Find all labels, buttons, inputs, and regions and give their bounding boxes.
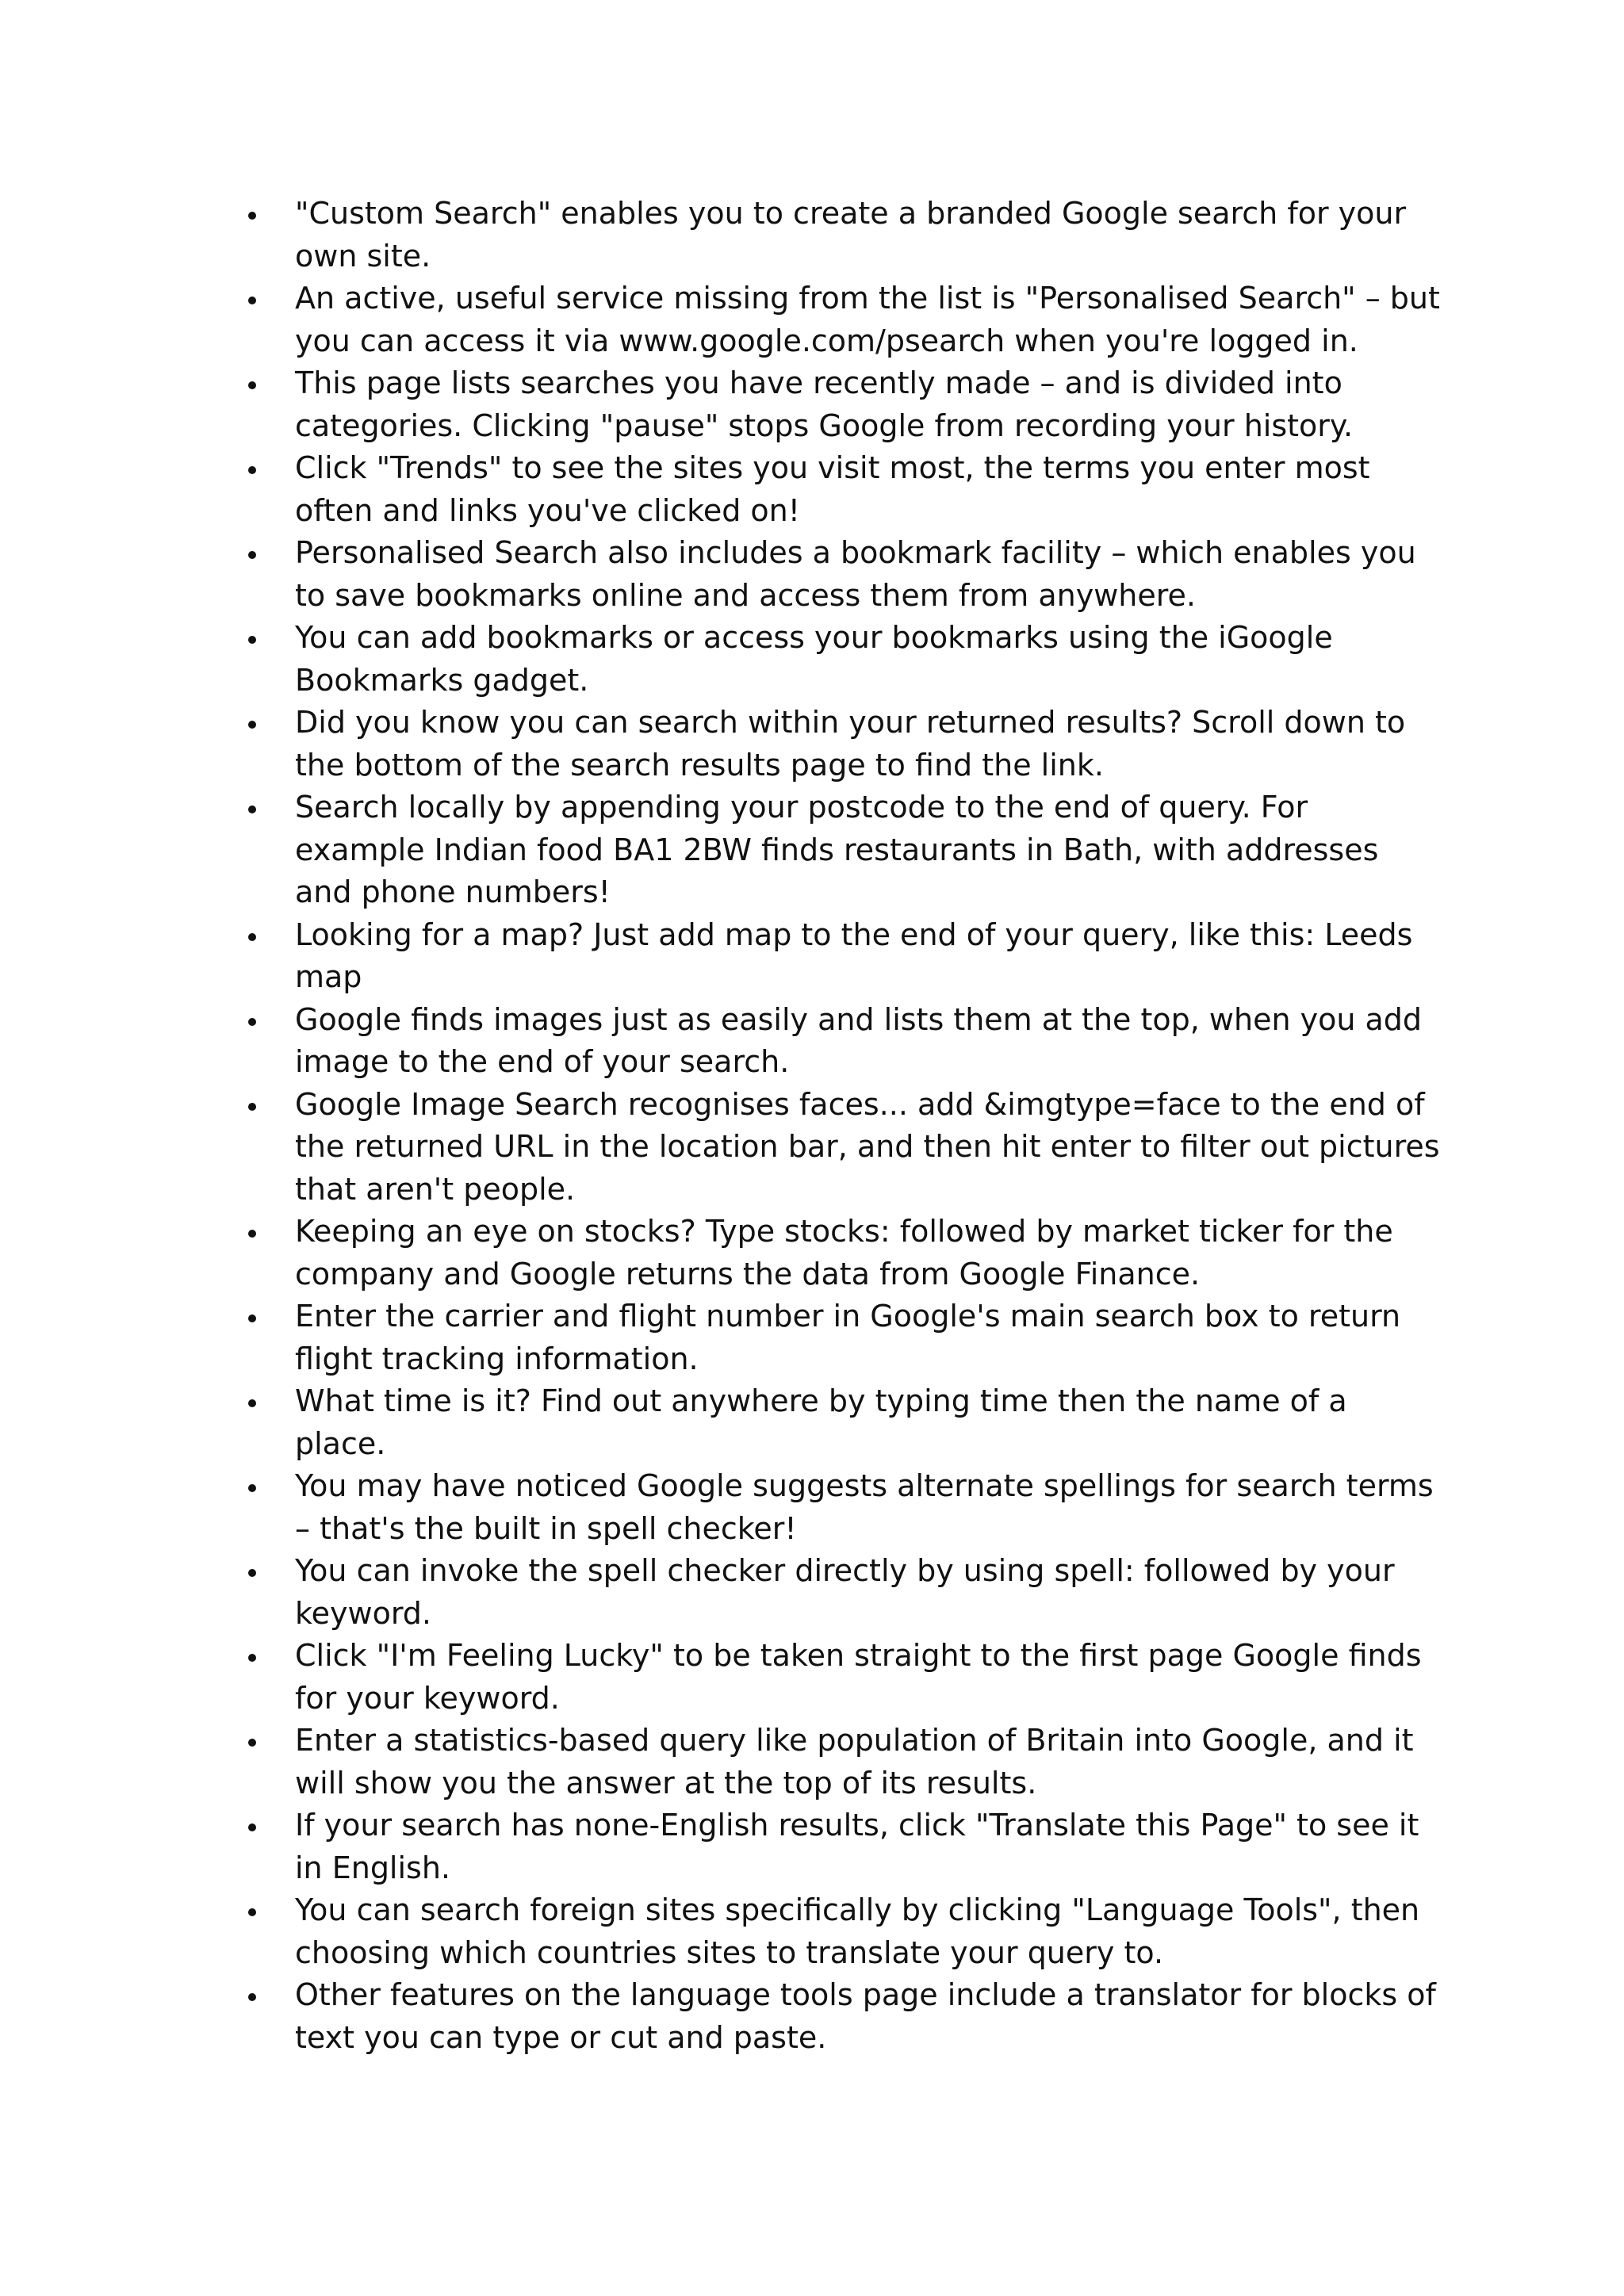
list-item — [238, 1465, 1443, 1550]
list-item — [238, 447, 1443, 532]
bullet-icon — [248, 1908, 256, 1916]
list-item-text: Google Image Search recognises faces... add &imgtype=face to the end of the returned URL in the location bar, and then hit enter to filter out pictures that aren't people. — [295, 1086, 1440, 1207]
bullet-icon — [248, 1739, 256, 1747]
list-item — [238, 362, 1443, 447]
list-item-text: Enter the carrier and flight number in Google's main search box to return flight tracking information. — [295, 1299, 1401, 1376]
list-item-text: You can add bookmarks or access your bookmarks using the iGoogle Bookmarks gadget. — [295, 620, 1333, 698]
list-item-text: An active, useful service missing from the list is "Personalised Search" – but you can access it via www.google.com/psearch when you're logged in. — [295, 281, 1440, 358]
bullet-icon — [248, 1103, 256, 1111]
bullet-icon — [248, 1993, 256, 2001]
bullet-icon — [248, 933, 256, 941]
list-item-text: If your search has none-English results, click "Translate this Page" to see it in English. — [295, 1808, 1419, 1885]
list-item-text: "Custom Search" enables you to create a branded Google search for your own site. — [295, 196, 1407, 274]
list-item — [238, 1295, 1443, 1380]
bullet-icon — [248, 1230, 256, 1238]
list-item-text: Personalised Search also includes a bookmark facility – which enables you to save bookmarks online and access them from anywhere. — [295, 535, 1416, 613]
bullet-icon — [248, 721, 256, 729]
bullet-icon — [248, 466, 256, 474]
bullet-icon — [248, 1399, 256, 1407]
list-item — [238, 1550, 1443, 1635]
list-item — [238, 532, 1443, 617]
list-item — [238, 1211, 1443, 1295]
bullet-icon — [248, 1314, 256, 1322]
bullet-icon — [248, 1484, 256, 1492]
list-item — [238, 1720, 1443, 1804]
list-item — [238, 1804, 1443, 1889]
list-item — [238, 1084, 1443, 1211]
list-item — [238, 193, 1443, 277]
list-item-text: What time is it? Find out anywhere by typing time then the name of a place. — [295, 1383, 1347, 1461]
bullet-icon — [248, 1569, 256, 1577]
bullet-icon — [248, 551, 256, 559]
list-item-text: You can invoke the spell checker directly by using spell: followed by your keyword. — [295, 1553, 1395, 1631]
list-item — [238, 914, 1443, 999]
bullet-icon — [248, 381, 256, 389]
list-item-text: Enter a statistics-based query like population of Britain into Google, and it will show you the answer at the top of its results. — [295, 1723, 1414, 1800]
list-item-text: You can search foreign sites specifically by clicking "Language Tools", then choosing which countries sites to translate your query to. — [295, 1892, 1420, 1970]
list-item-text: You may have noticed Google suggests alternate spellings for search terms – that's the built in spell checker! — [295, 1468, 1434, 1546]
list-item-text: Did you know you can search within your returned results? Scroll down to the bottom of the search results page to find the link. — [295, 705, 1406, 783]
bullet-icon — [248, 1018, 256, 1026]
list-item-text: This page lists searches you have recently made – and is divided into categories. Clicking "pause" stops Google from recording your history. — [295, 365, 1354, 443]
list-item — [238, 702, 1443, 786]
list-item — [238, 277, 1443, 362]
bullet-icon — [248, 212, 256, 220]
list-item — [238, 1635, 1443, 1720]
list-item — [238, 1380, 1443, 1465]
bullet-icon — [248, 1654, 256, 1662]
bullet-icon — [248, 636, 256, 644]
list-item-text: Other features on the language tools page include a translator for blocks of text you can type or cut and paste. — [295, 1977, 1436, 2055]
bullet-icon — [248, 806, 256, 813]
list-item — [238, 617, 1443, 702]
list-item-text: Search locally by appending your postcode to the end of query. For example Indian food BA1 2BW finds restaurants in Bath, with addresses and phone numbers! — [295, 790, 1379, 909]
list-item-text: Click "I'm Feeling Lucky" to be taken straight to the first page Google finds for your keyword. — [295, 1638, 1422, 1716]
list-item-text: Keeping an eye on stocks? Type stocks: followed by market ticker for the company and Google returns the data from Google Finance. — [295, 1214, 1393, 1292]
bullet-icon — [248, 297, 256, 304]
list-item-text: Click "Trends" to see the sites you visit most, the terms you enter most often and links you've clicked on! — [295, 450, 1370, 528]
list-item — [238, 786, 1443, 914]
list-item-text: Google finds images just as easily and lists them at the top, when you add image to the end of your search. — [295, 1001, 1423, 1079]
tips-bullet-list — [238, 193, 1443, 2059]
list-item — [238, 999, 1443, 1084]
list-item-text: Looking for a map? Just add map to the end of your query, like this: Leeds map — [295, 916, 1413, 994]
bullet-icon — [248, 1823, 256, 1831]
list-item — [238, 1889, 1443, 1974]
list-item — [238, 1974, 1443, 2059]
